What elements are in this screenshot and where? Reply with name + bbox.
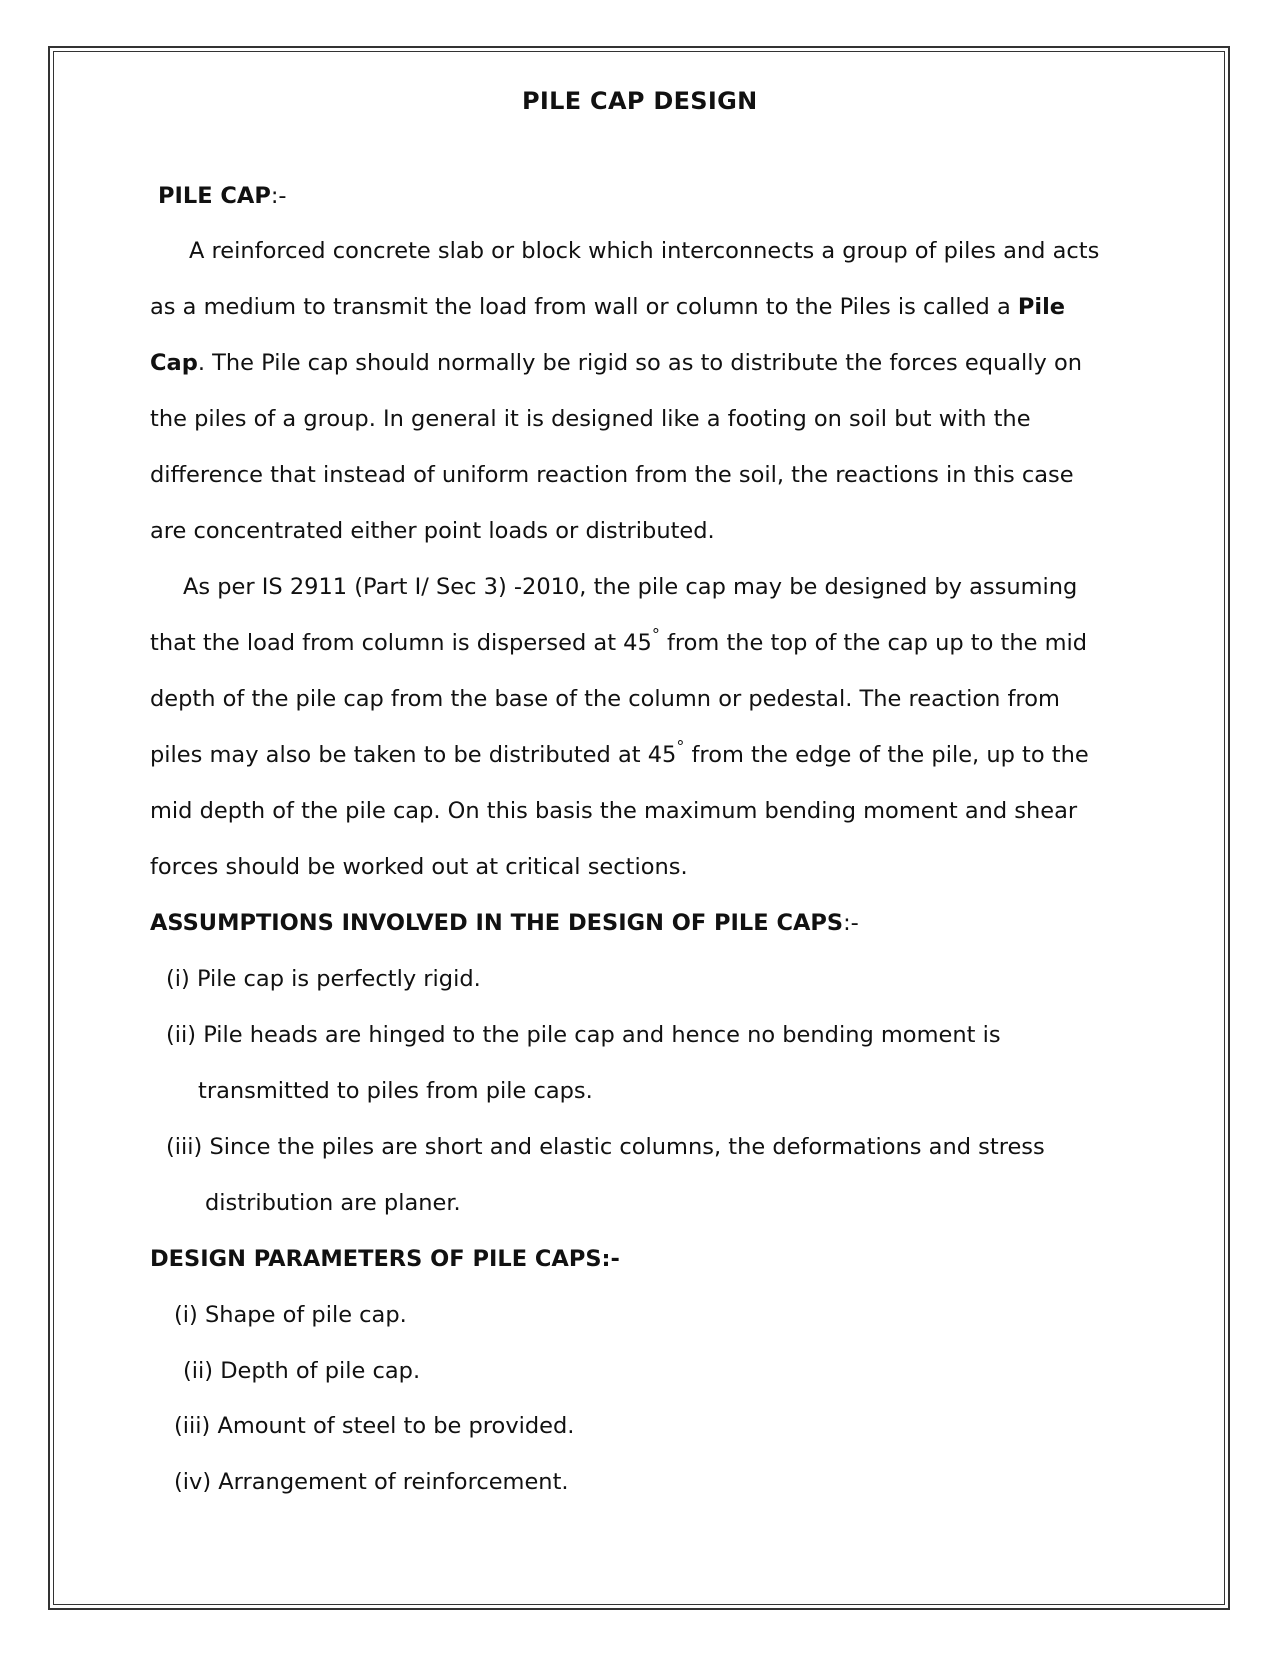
- para2-line6: forces should be worked out at critical sections.: [150, 854, 688, 880]
- para2-line2: [150, 624, 1088, 658]
- parameter-item-4: (iv) Arrangement of reinforcement.: [174, 1469, 569, 1495]
- parameter-item-3: (iii) Amount of steel to be provided.: [174, 1413, 575, 1439]
- parameter-item-1: (i) Shape of pile cap.: [174, 1302, 407, 1328]
- para2-line4-b: from the edge of the pile, up to the: [684, 742, 1089, 768]
- assumptions-heading: [150, 908, 859, 938]
- assumption-item-2-line2: transmitted to piles from pile caps.: [198, 1078, 593, 1104]
- para1-line6: are concentrated either point loads or distributed.: [150, 518, 715, 544]
- para2-line3: depth of the pile cap from the base of the column or pedestal. The reaction from: [150, 686, 1060, 712]
- pile-cap-heading: [158, 181, 287, 211]
- page-title: PILE CAP DESIGN: [522, 87, 758, 115]
- degree-symbol: °: [676, 736, 685, 756]
- parameter-item-2: (ii) Depth of pile cap.: [183, 1358, 421, 1384]
- para1-line2-bold: Pile: [1017, 294, 1066, 320]
- para2-line2-b: from the top of the cap up to the mid: [659, 630, 1088, 656]
- para2-line4-a: piles may also be taken to be distributed at 45: [150, 742, 677, 768]
- assumption-item-2-line1: (ii) Pile heads are hinged to the pile cap and hence no bending moment is: [166, 1022, 1001, 1048]
- assumption-item-3-line1: (iii) Since the piles are short and elastic columns, the deformations and stress: [166, 1134, 1045, 1160]
- assumption-item-3-line2: distribution are planer.: [205, 1190, 461, 1216]
- parameters-heading: DESIGN PARAMETERS OF PILE CAPS:-: [150, 1246, 620, 1272]
- para1-line3-bold: Cap: [150, 350, 198, 376]
- para1-line4: the piles of a group. In general it is designed like a footing on soil but with the: [150, 406, 1031, 432]
- para2-line1: As per IS 2911 (Part I/ Sec 3) -2010, the pile cap may be designed by assuming: [183, 574, 1078, 600]
- assumptions-heading-text: ASSUMPTIONS INVOLVED IN THE DESIGN OF PILE CAPS: [150, 910, 844, 936]
- degree-symbol: °: [651, 624, 660, 644]
- para1-line3: [150, 348, 1082, 378]
- para2-line5: mid depth of the pile cap. On this basis the maximum bending moment and shear: [150, 798, 1078, 824]
- para1-line1: A reinforced concrete slab or block which interconnects a group of piles and acts: [189, 238, 1100, 264]
- assumption-item-1: (i) Pile cap is perfectly rigid.: [166, 966, 481, 992]
- para1-line2-text: as a medium to transmit the load from wall or column to the Piles is called a: [150, 294, 1018, 320]
- assumptions-heading-suffix: :-: [843, 910, 859, 936]
- pile-cap-heading-text: PILE CAP: [158, 183, 271, 209]
- para1-line2: [150, 292, 1065, 322]
- para1-line3-text: . The Pile cap should normally be rigid so as to distribute the forces equally on: [197, 350, 1083, 376]
- para2-line2-a: that the load from column is dispersed at 45: [150, 630, 652, 656]
- para1-line5: difference that instead of uniform reaction from the soil, the reactions in this case: [150, 462, 1074, 488]
- para2-line4: [150, 736, 1089, 770]
- pile-cap-heading-suffix: :-: [270, 183, 287, 209]
